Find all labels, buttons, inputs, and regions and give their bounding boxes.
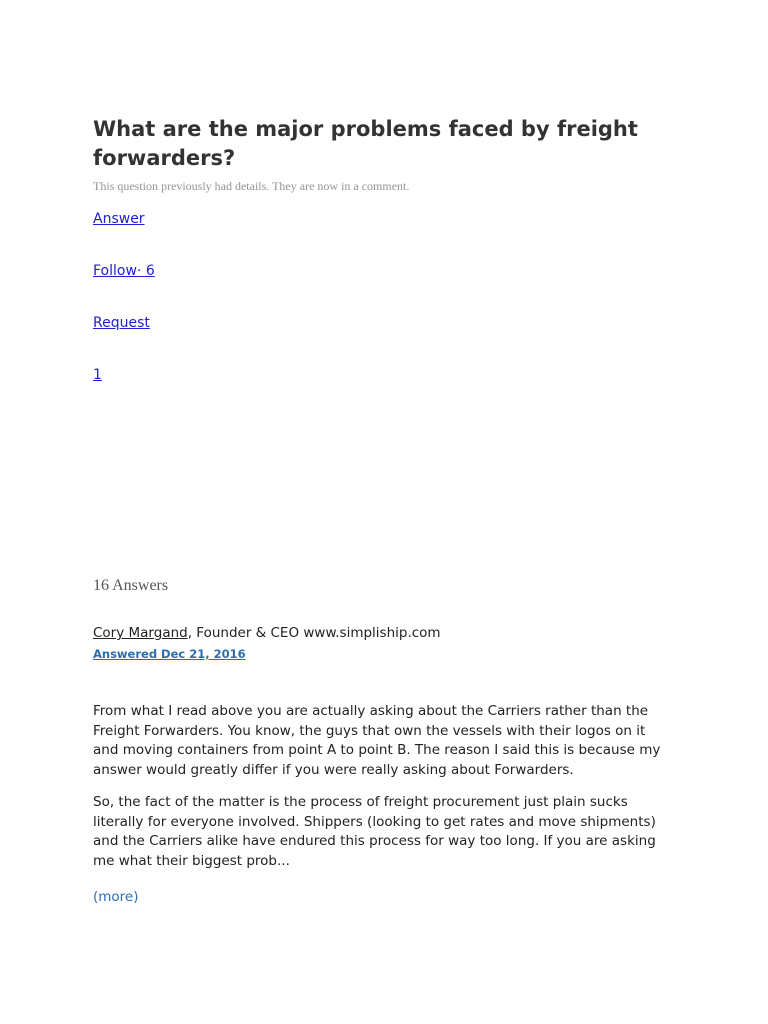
- count-link[interactable]: 1: [93, 367, 102, 383]
- request-link[interactable]: Request: [93, 315, 150, 331]
- answers-count: 16 Answers: [93, 577, 169, 594]
- author-name-link[interactable]: Cory Margand: [93, 625, 188, 641]
- answer-body: [93, 702, 668, 884]
- question-details-note: This question previously had details. They are now in a comment.: [93, 179, 410, 193]
- question-title: What are the major problems faced by freight forwarders?: [93, 117, 638, 170]
- answer-paragraph: So, the fact of the matter is the process of freight procurement just plain sucks literally for everyone involved. Shippers (looking to get rates and move shipments) and the Carriers alike have endured this process for way too long. If you are asking me what their biggest prob...: [93, 794, 656, 869]
- more-link[interactable]: (more): [93, 889, 139, 905]
- answer-link[interactable]: Answer: [93, 211, 145, 227]
- follow-link[interactable]: Follow· 6: [93, 263, 155, 279]
- author-credential: , Founder & CEO www.simpliship.com: [187, 625, 441, 641]
- answer-paragraph: From what I read above you are actually asking about the Carriers rather than the Freight Forwarders. You know, the guys that own the vessels with their logos on it and moving containers from point A to point B. The reason I said this is because my answer would greatly differ if you were really asking about Forwarders.: [93, 703, 661, 778]
- answered-date-link[interactable]: Answered Dec 21, 2016: [93, 647, 246, 661]
- answer-author-line: [93, 625, 441, 641]
